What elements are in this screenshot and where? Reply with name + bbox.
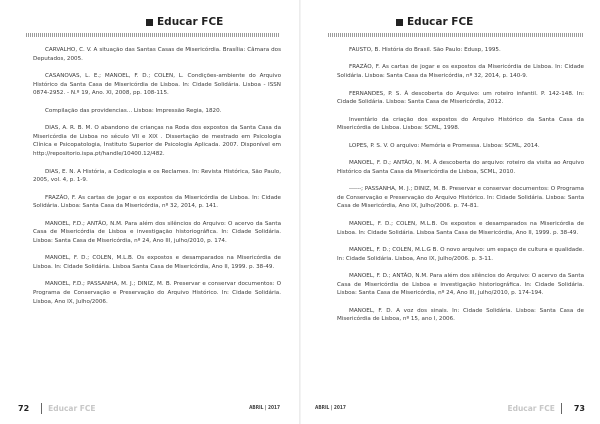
page-header: [396, 15, 473, 29]
reference-entry: FERNANDES, P. S. À descoberta do Arquivo: um roteiro infantil. P. 142-148. In: Cidade Solidária. Lisboa: Santa Casa de Misericórdia, 2012.: [337, 90, 584, 106]
reference-entry: MANOEL, F. D.; ANTÃO, N. M. À descoberta do arquivo: roteiro da visita ao Arquivo Histórico da Santa Casa da Misericórdia de Lisboa, SCML, 2010.: [337, 160, 584, 175]
header-title: Educar FCE: [157, 16, 224, 28]
footer-date: ABRIL | 2017: [315, 405, 346, 411]
footer-brand: Educar FCE: [507, 403, 555, 413]
reference-entry: MANOEL, F. D.; ANTÃO, N.M. Para além dos silêncios do Arquivo: O acervo da Santa Casa de Misericórdia de Lisboa e investigação historiográfica. In: Cidade Solidária. Lisboa: Santa Casa de Misericórdia, nº 24, Ano III, julho/2010, p. 174-194.: [337, 273, 584, 297]
reference-entry: MANOEL, F. D. A voz dos sinais. In: Cidade Solidária. Lisboa: Santa Casa de Misericórdia de Lisboa, nº 15, ano I, 2006.: [337, 307, 584, 323]
footer-divider: [561, 403, 562, 414]
footer-divider: [41, 403, 42, 414]
reference-entry: MANOEL, F. D.; COLEN, M.L.B. Os expostos e desamparados na Misericórdia de Lisboa. In: Cidade Solidária. Lisboa Santa Casa de Misericórdia, Ano II, 1999. p. 38-49.: [33, 255, 281, 270]
reference-entry: MANOEL, F.D.; ANTÃO, N.M. Para além dos silêncios do Arquivo: O acervo da Santa Casa de Misericórdia de Lisboa e investigação historiográfica. In: Cidade Solidária. Lisboa: Santa Casa de Misericórdia, nº 24, Ano III, julho/2010, p. 174.: [33, 220, 281, 244]
right-page: [300, 0, 600, 424]
reference-entry: DIAS, E. N. A História, a Codicologia e os Reclames. In: Revista Histórica, São Paulo, 2005, vol. 4, p. 1-9.: [33, 168, 281, 184]
footer-date: ABRIL | 2017: [249, 405, 280, 411]
reference-entry: MANOEL, F. D.; COLEN, M.L.B. Os expostos e desamparados na Misericórdia de Lisboa. In: Cidade Solidária. Lisboa Santa Casa de Misericórdia, Ano II, 1999. p. 38-49.: [337, 220, 584, 236]
page-header: [146, 15, 223, 29]
page-footer: [315, 402, 585, 414]
reference-entry: CARVALHO, C. V. A situação das Santas Casas de Misericórdia. Brasília: Câmara dos Deputados, 2005.: [33, 47, 281, 62]
reference-entry: FAUSTO, B. História do Brasil. São Paulo: Edusp, 1995.: [349, 47, 501, 53]
header-title: Educar FCE: [407, 16, 474, 28]
reference-entry: FRAZÃO, F. As cartas de jogar e os expostos da Misericórdia de Lisboa. In: Cidade Solidária. Lisboa: Santa Casa da Misericórdia, nº 32, 2014, p. 141.: [33, 194, 281, 210]
reference-list: [33, 46, 281, 315]
dotted-divider: [26, 33, 280, 37]
dotted-divider: [328, 33, 584, 37]
reference-entry: MANOEL, F. D.; COLEN, M.L.G B. O novo arquivo: um espaço de cultura e qualidade. In: Cidade Solidária. Lisboa, Ano IX, Julho/2006. p. 3-11.: [337, 247, 584, 262]
page-footer: [18, 402, 280, 414]
reference-entry: Compilação das providencias... Lisboa: Impressão Regia, 1820.: [45, 107, 222, 114]
reference-entry: DIAS, A. R. B. M. O abandono de crianças na Roda dos expostos da Santa Casa da Misericórdia de Lisboa no século VII e XIX . Dissertação de mestrado em Psicologia Clínica e Psicopatologia, Instituto Superior de Psicologia Aplicada. 2007. Disponível em http://repositorio.ispa.pt/handle/10400.12/482.: [33, 125, 281, 158]
reference-list: [337, 46, 584, 333]
reference-entry: FRAZÃO, F. As cartas de jogar e os expostos da Misericórdia de Lisboa. In: Cidade Solidária. Lisboa: Santa Casa da Misericórdia, nº 32, 2014, p. 140-9.: [337, 64, 584, 80]
page-number: 72: [18, 403, 30, 413]
square-bullet-icon: [146, 19, 153, 26]
reference-entry: CASANOVAS, L. E.; MANOEL, F. D.; COLEN, L. Condições-ambiente do Arquivo Histórico da Santa Casa de Misericórdia de Lisboa. In: Cidade Solidária. Lisboa - ISSN 0874-2952. - N.º 19, Ano. XI, 2008, pp. 108-115.: [33, 73, 281, 97]
square-bullet-icon: [396, 19, 403, 26]
reference-entry: ------; PASSANHA, M. J.; DINIZ, M. B. Preservar e conservar documentos: O Programa de Conservação e Preservação do Arquivo Histórico. In: Cidade Solidária. Lisboa: Santa Casa de Misericórdia, Ano IX, Julho/2006. p. 74-81.: [337, 186, 584, 210]
footer-brand: Educar FCE: [48, 403, 96, 413]
page-number: 73: [573, 403, 585, 413]
reference-entry: Inventário da criação dos expostos do Arquivo Histórico da Santa Casa da Misericórdia de Lisboa. Lisboa: SCML, 1998.: [337, 116, 584, 132]
reference-entry: MANOEL, F.D.; PASSANHA, M. J.; DINIZ, M. B. Preservar e conservar documentos: O Programa de Conservação e Preservação do Arquivo Histórico. In: Cidade Solidária. Lisboa, Ano IX, Julho/2006.: [33, 281, 281, 305]
reference-entry: LOPES, P. S. V. O arquivo: Memória e Promessa. Lisboa: SCML, 2014.: [349, 142, 540, 149]
